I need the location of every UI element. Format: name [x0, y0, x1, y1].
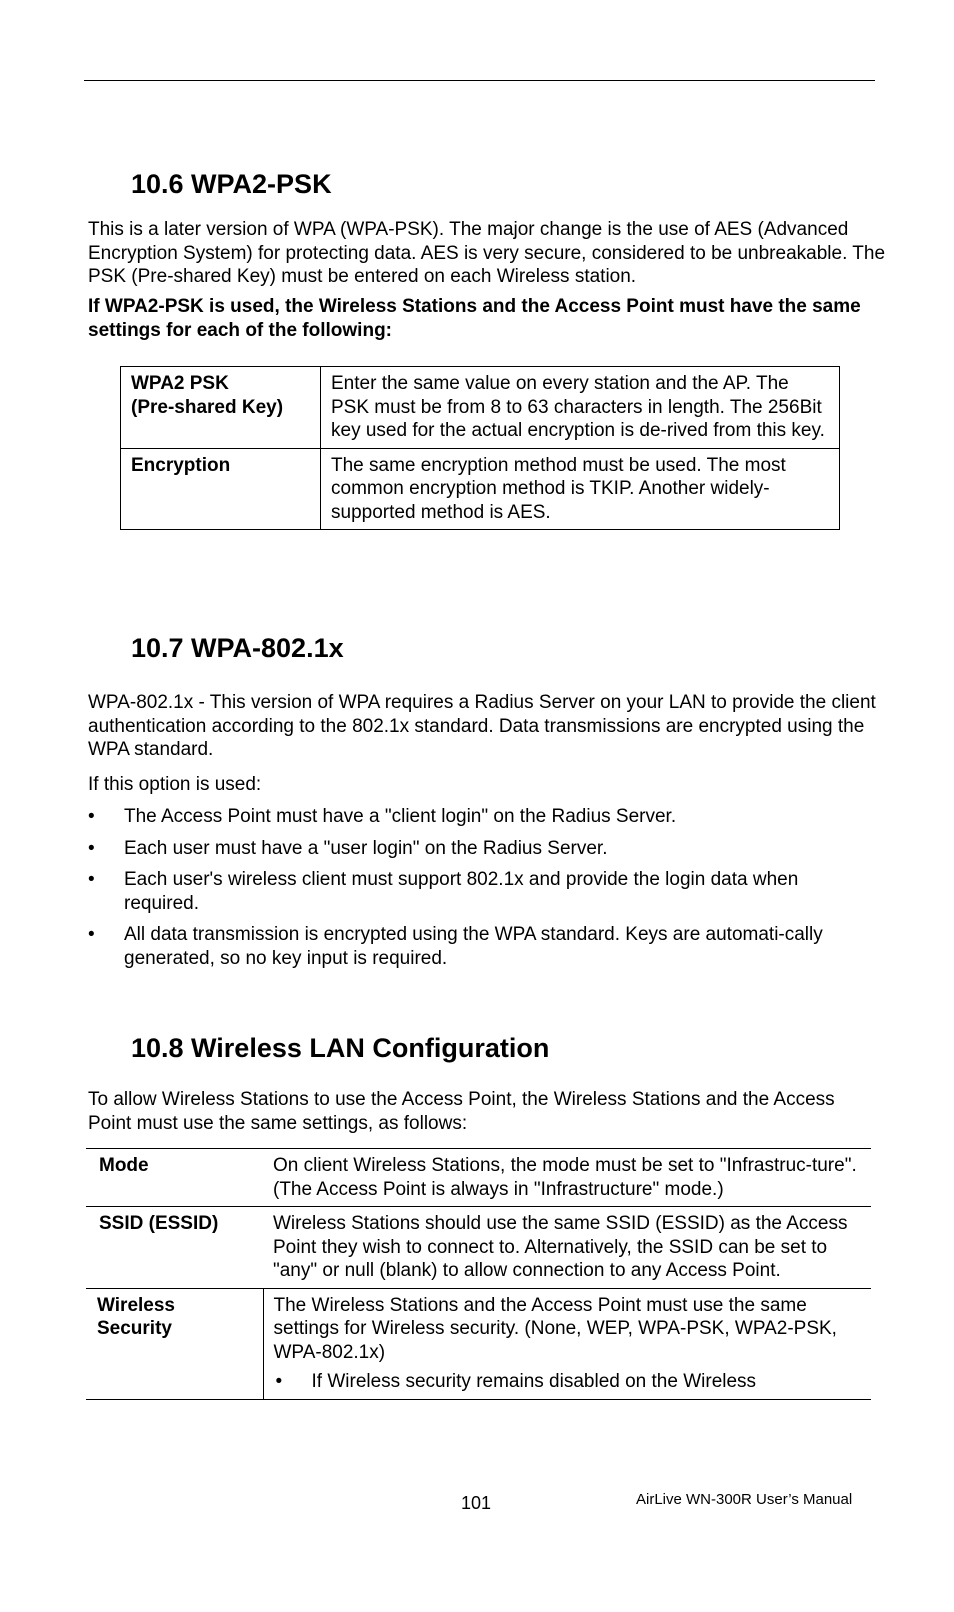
table-value-psk: Enter the same value on every station and the AP. The PSK must be from 8 to 63 characters in length. The 256Bit key used for the actual encryption is de-rived from this key. — [321, 367, 840, 449]
table-value-wireless-security: The Wireless Stations and the Access Point must use the same settings for Wireless security. (None, WEP, WPA-PSK, WPA2-PSK, WPA-802.1x) — [273, 1294, 837, 1363]
table-key-encryption: Encryption — [121, 448, 321, 530]
table-key-cell — [121, 367, 321, 449]
table-key-wireless-security: Wireless Security — [86, 1288, 263, 1399]
list-item-text: Each user must have a "user login" on the Radius Server. — [124, 837, 608, 859]
bullet-icon: • — [275, 1371, 283, 1392]
list-item — [274, 1370, 862, 1394]
section-heading-10-6: 10.6 WPA2-PSK — [131, 169, 332, 199]
table-value-cell — [263, 1288, 871, 1399]
table-key-mode: Mode — [86, 1149, 263, 1207]
list-item — [88, 805, 868, 829]
table-row — [121, 448, 840, 530]
wpa2-psk-settings-table — [120, 366, 840, 530]
table-row — [121, 367, 840, 449]
table-row — [86, 1149, 871, 1207]
table-value-mode: On client Wireless Stations, the mode must be set to "Infrastruc-ture". — [273, 1155, 857, 1176]
section-10-8-intro: To allow Wireless Stations to use the Access Point, the Wireless Stations and the Access Point must use the same settings, as follows: — [88, 1089, 835, 1134]
section-heading-10-8: 10.8 Wireless LAN Configuration — [131, 1033, 550, 1063]
section-10-6-requirement: If WPA2-PSK is used, the Wireless Stations and the Access Point must have the same settings for each of the following: — [88, 296, 861, 341]
section-10-6-intro: This is a later version of WPA (WPA-PSK). The major change is the use of AES (Advanced Encryption System) for protecting data. AES is very secure, considered to be unbreakable. The PSK (Pre-shared Key) must be entered on each Wireless station. — [88, 219, 886, 287]
table-value-cell — [263, 1149, 871, 1207]
list-item-text: The Access Point must have a "client login" on the Radius Server. — [124, 806, 677, 827]
section-10-7-option-lead: If this option is used: — [88, 774, 262, 795]
table-value-mode-note: (The Access Point is always in "Infrastructure" mode.) — [273, 1178, 724, 1200]
table-row — [86, 1207, 871, 1289]
list-item — [88, 837, 868, 861]
section-10-7-intro: WPA-802.1x - This version of WPA requires a Radius Server on your LAN to provide the client authentication according to the 802.1x standard. Data transmissions are encrypted using the WPA standard. — [88, 692, 876, 760]
table-key-ssid: SSID (ESSID) — [86, 1207, 263, 1289]
bullet-icon: • — [88, 869, 95, 890]
list-item-text: All data transmission is encrypted using the WPA standard. Keys are automati-cally generated, so no key input is required. — [124, 924, 823, 969]
header-rule — [84, 80, 875, 81]
list-item — [88, 923, 868, 970]
page-number: 101 — [461, 1493, 492, 1513]
table-value-ssid: Wireless Stations should use the same SSID (ESSID) as the Access Point they wish to connect to. Alternatively, the SSID can be set to "any" or null (blank) to allow connection to any Access Point. — [263, 1207, 871, 1289]
bullet-icon: • — [88, 924, 95, 945]
manual-title: AirLive WN-300R User’s Manual — [636, 1491, 853, 1508]
list-item-text: If Wireless security remains disabled on the Wireless — [311, 1371, 757, 1392]
table-value-encryption: The same encryption method must be used. The most common encryption method is TKIP. Another widely-supported method is AES. — [321, 448, 840, 530]
wpa-802-1x-requirements-list — [88, 805, 868, 978]
bullet-icon: • — [88, 806, 95, 827]
wireless-lan-settings-table — [86, 1148, 871, 1400]
table-row — [86, 1288, 871, 1399]
list-item-text: Each user's wireless client must support 802.1x and provide the login data when required. — [124, 869, 799, 914]
list-item — [88, 868, 868, 915]
section-heading-10-7: 10.7 WPA-802.1x — [131, 633, 344, 663]
table-key-psk: WPA2 PSK (Pre-shared Key) — [131, 373, 284, 418]
bullet-icon: • — [88, 837, 95, 859]
